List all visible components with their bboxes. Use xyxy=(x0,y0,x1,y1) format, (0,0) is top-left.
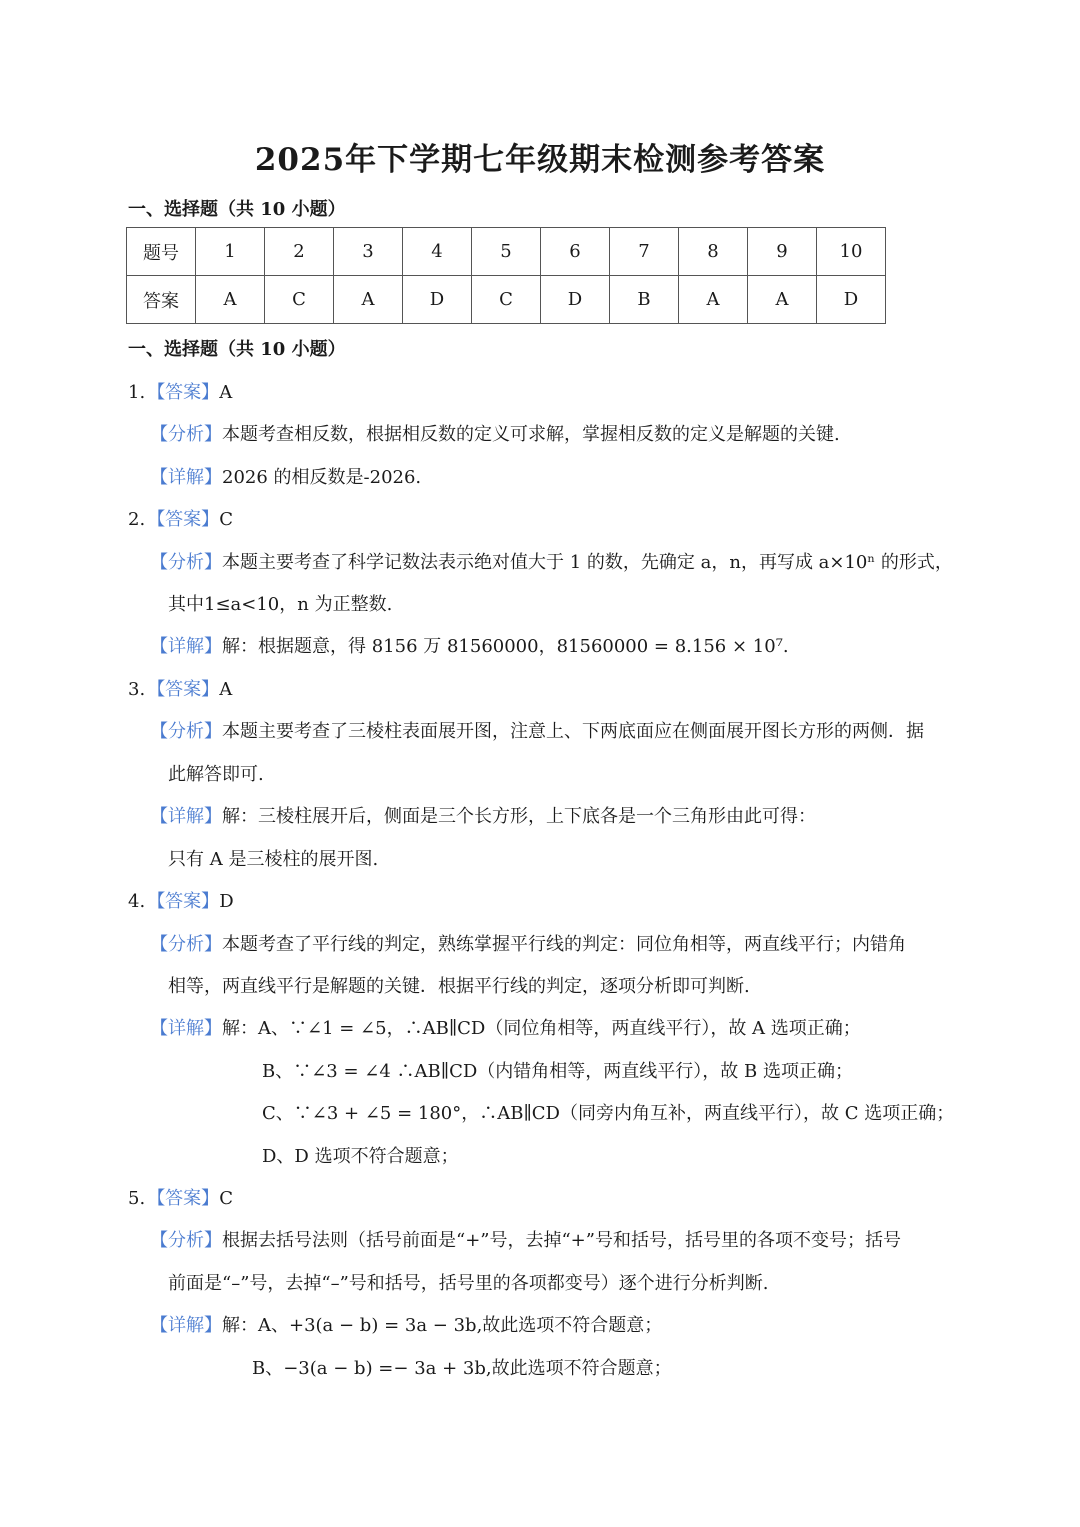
table-cell: D xyxy=(541,276,610,324)
table-cell: 2 xyxy=(265,228,334,276)
answer-line xyxy=(128,505,233,531)
row-label: 题号 xyxy=(127,228,196,276)
analysis-line xyxy=(150,1226,901,1252)
analysis-text: 根据去括号法则（括号前面是“+”号，去掉“+”号和括号，括号里的各项不变号；括号 xyxy=(222,1230,901,1251)
detail-line xyxy=(150,802,816,828)
table-cell: C xyxy=(265,276,334,324)
analysis-line xyxy=(150,930,906,956)
answer-line xyxy=(128,378,232,404)
detail-tag: 【详解】 xyxy=(150,806,222,827)
analysis-line xyxy=(150,420,840,446)
detail-option-d: D、D 选项不符合题意； xyxy=(262,1146,459,1167)
table-cell: 3 xyxy=(334,228,403,276)
table-cell: 6 xyxy=(541,228,610,276)
table-cell: 7 xyxy=(610,228,679,276)
table-cell: 1 xyxy=(196,228,265,276)
answer-value: C xyxy=(219,1188,233,1209)
detail-option-b: B、∵∠3 = ∠4 ∴AB∥CD（内错角相等，两直线平行），故 B 选项正确； xyxy=(262,1061,853,1082)
answer-value: A xyxy=(219,679,233,700)
analysis-tag: 【分析】 xyxy=(150,721,222,742)
table-cell: A xyxy=(748,276,817,324)
analysis-continued: 此解答即可. xyxy=(168,764,264,785)
answer-tag: 【答案】 xyxy=(147,679,220,700)
detail-text: 解：根据题意，得 8156 万 81560000，81560000 = 8.156 × 10⁷. xyxy=(222,636,789,657)
table-cell: A xyxy=(196,276,265,324)
analysis-text: 本题主要考查了科学记数法表示绝对值大于 1 的数，先确定 a，n，再写成 a×10ⁿ 的形式， xyxy=(222,552,953,573)
question-number: 4. xyxy=(128,891,146,912)
section-heading: 一、选择题（共 10 小题） xyxy=(128,199,346,220)
page-title: 2025年下学期七年级期末检测参考答案 xyxy=(254,142,826,178)
table-cell: 9 xyxy=(748,228,817,276)
detail-line xyxy=(150,632,789,658)
answer-line xyxy=(128,887,234,913)
answer-value: C xyxy=(219,509,233,530)
detail-text: 2026 的相反数是-2026. xyxy=(222,467,422,488)
detail-text: 解：三棱柱展开后，侧面是三个长方形，上下底各是一个三角形由此可得： xyxy=(222,806,816,827)
table-cell: D xyxy=(403,276,472,324)
answer-tag: 【答案】 xyxy=(147,1188,220,1209)
table-cell: B xyxy=(610,276,679,324)
analysis-line xyxy=(150,548,953,574)
detail-line xyxy=(150,1311,662,1337)
analysis-tag: 【分析】 xyxy=(150,424,222,445)
analysis-continued: 其中1≤a<10，n 为正整数. xyxy=(168,594,393,615)
section-heading: 一、选择题（共 10 小题） xyxy=(128,339,346,360)
table-cell: 8 xyxy=(679,228,748,276)
detail-text: 解：A、∵∠1 = ∠5，∴AB∥CD（同位角相等，两直线平行），故 A 选项正确； xyxy=(222,1018,861,1039)
analysis-continued: 前面是“–”号，去掉“–”号和括号，括号里的各项都变号）逐个进行分析判断. xyxy=(168,1273,769,1294)
row-label: 答案 xyxy=(127,276,196,324)
detail-option-c: C、∵∠3 + ∠5 = 180°，∴AB∥CD（同旁内角互补，两直线平行），故 C 选项正确； xyxy=(262,1103,955,1124)
analysis-tag: 【分析】 xyxy=(150,552,222,573)
answer-table xyxy=(126,227,886,324)
question-number: 3. xyxy=(128,679,146,700)
detail-continued: 只有 A 是三棱柱的展开图. xyxy=(168,849,379,870)
table-cell: A xyxy=(679,276,748,324)
detail-line xyxy=(150,463,421,489)
detail-tag: 【详解】 xyxy=(150,1315,222,1336)
analysis-tag: 【分析】 xyxy=(150,1230,222,1251)
detail-tag: 【详解】 xyxy=(150,1018,222,1039)
analysis-text: 本题考查了平行线的判定，熟练掌握平行线的判定：同位角相等，两直线平行；内错角 xyxy=(222,934,906,955)
table-cell: 5 xyxy=(472,228,541,276)
table-row xyxy=(127,228,886,276)
analysis-text: 本题主要考查了三棱柱表面展开图，注意上、下两底面应在侧面展开图长方形的两侧．据 xyxy=(222,721,924,742)
answer-value: D xyxy=(219,891,234,912)
analysis-continued: 相等，两直线平行是解题的关键．根据平行线的判定，逐项分析即可判断. xyxy=(168,976,750,997)
detail-option-b: B、−3(a − b) =− 3a + 3b,故此选项不符合题意； xyxy=(252,1358,672,1379)
question-number: 2. xyxy=(128,509,146,530)
detail-text: 解：A、+3(a − b) = 3a − 3b,故此选项不符合题意； xyxy=(222,1315,663,1336)
analysis-line xyxy=(150,717,924,743)
table-row xyxy=(127,276,886,324)
table-cell: C xyxy=(472,276,541,324)
detail-line xyxy=(150,1014,861,1040)
table-cell: D xyxy=(817,276,886,324)
answer-tag: 【答案】 xyxy=(147,509,220,530)
answer-line xyxy=(128,1184,233,1210)
table-cell: 10 xyxy=(817,228,886,276)
answer-value: A xyxy=(219,382,233,403)
answer-line xyxy=(128,675,232,701)
answer-tag: 【答案】 xyxy=(147,891,220,912)
question-number: 5. xyxy=(128,1188,146,1209)
table-cell: A xyxy=(334,276,403,324)
detail-tag: 【详解】 xyxy=(150,636,222,657)
question-number: 1. xyxy=(128,382,146,403)
analysis-tag: 【分析】 xyxy=(150,934,222,955)
detail-tag: 【详解】 xyxy=(150,467,222,488)
analysis-text: 本题考查相反数，根据相反数的定义可求解，掌握相反数的定义是解题的关键. xyxy=(222,424,840,445)
table-cell: 4 xyxy=(403,228,472,276)
answer-tag: 【答案】 xyxy=(147,382,220,403)
